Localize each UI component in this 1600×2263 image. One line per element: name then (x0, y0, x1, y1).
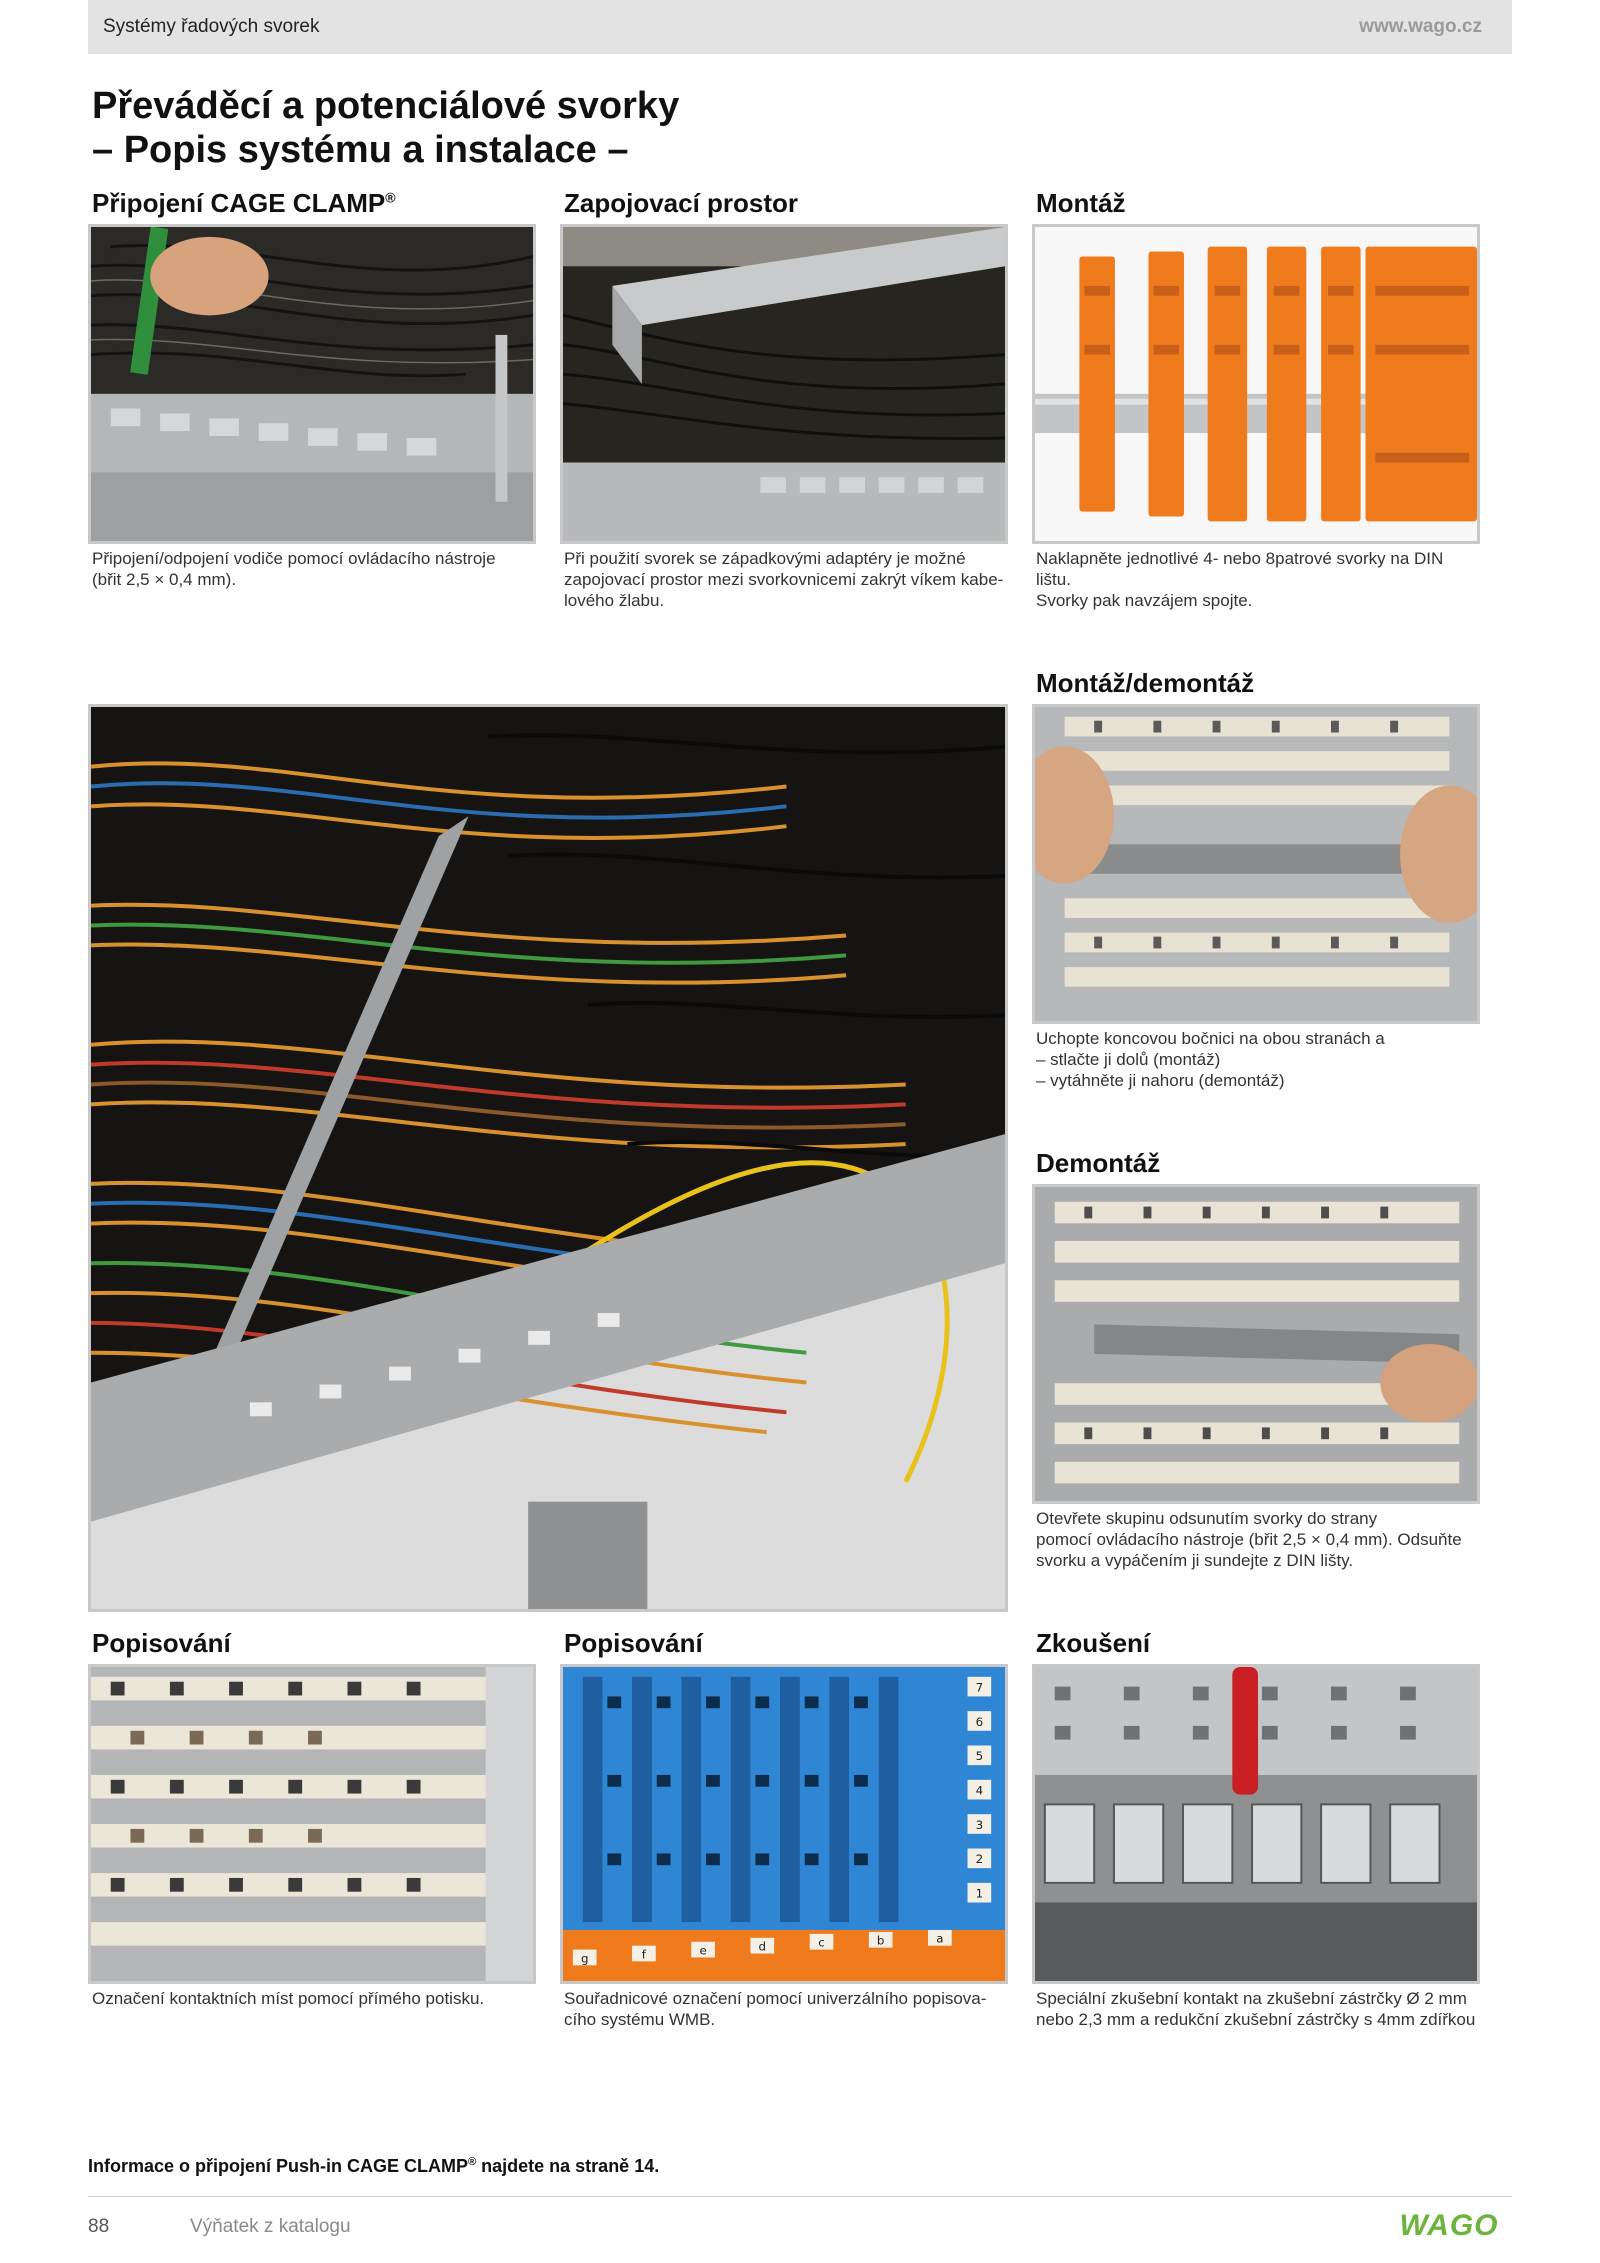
section-title-wiring-space: Zapojovací prostor (564, 188, 799, 218)
label-digit: 3 (975, 1817, 984, 1832)
caption-line: Svorky pak navzájem spojte. (1036, 591, 1253, 610)
header-section-title: Systémy řadových svorek (103, 16, 320, 37)
photo-testing (1032, 1664, 1480, 1984)
caption-line: cího systému WMB. (564, 2010, 716, 2029)
photo-marking-direct (88, 1664, 536, 1984)
page-number: 88 (88, 2216, 110, 2237)
caption-line: lištu. (1036, 570, 1071, 589)
footer-catalog-text: Výňatek z katalogu (190, 2216, 351, 2237)
caption-line: – stlačte ji dolů (montáž) (1036, 1050, 1221, 1069)
registered-mark: ® (385, 189, 396, 206)
label-digit: 6 (975, 1714, 984, 1729)
label-letter: c (818, 1935, 825, 1950)
caption-dismount (1036, 1508, 1486, 1571)
caption-line: Označení kontaktních míst pomocí přímého potisku. (92, 1989, 485, 2008)
page-title-line-2: – Popis systému a instalace – (92, 129, 629, 171)
label-letter: d (758, 1939, 767, 1954)
caption-testing (1036, 1988, 1486, 2030)
label-digit: 5 (975, 1749, 984, 1764)
photo-marking-wmb (560, 1664, 1008, 1984)
label-digit: 7 (975, 1680, 984, 1695)
section-title-cage-clamp: Připojení CAGE CLAMP® (92, 188, 396, 218)
page-title-line-1: Převáděcí a potenciálové svorky (92, 85, 680, 127)
caption-line: Speciální zkušební kontakt na zkušební zástrčky Ø 2 mm (1036, 1989, 1467, 2008)
caption-line: nebo 2,3 mm a redukční zkušební zástrčky s 4mm zdířkou (1036, 2010, 1476, 2029)
caption-line: svorku a vypáčením ji sundejte z DIN lišty. (1036, 1551, 1354, 1570)
caption-marking-wmb (564, 1988, 1014, 2030)
caption-wiring-space (564, 548, 1014, 611)
caption-line: Uchopte koncovou bočnici na obou stranách a (1036, 1029, 1385, 1048)
caption-line: (břit 2,5 × 0,4 mm). (92, 570, 237, 589)
caption-cage-clamp (92, 548, 542, 590)
label-letter: a (936, 1931, 944, 1946)
section-title-dismount: Demontáž (1036, 1148, 1161, 1178)
footnote-push-in-info: Informace o připojení Push-in CAGE CLAMP® najdete na straně 14. (88, 2156, 660, 2176)
footer-divider (88, 2196, 1512, 2197)
caption-mounting (1036, 548, 1486, 611)
caption-line: zapojovací prostor mezi svorkovnicemi zakrýt víkem kabe- (564, 570, 1004, 589)
section-title-mount-dismount: Montáž/demontáž (1036, 668, 1255, 698)
label-letter: f (641, 1947, 646, 1962)
label-digit: 2 (975, 1852, 984, 1867)
wago-logo-text: WAGO (1399, 2209, 1499, 2242)
label-letter: b (876, 1933, 885, 1948)
photo-mount-dismount (1032, 704, 1480, 1024)
header-url-link[interactable]: www.wago.cz (1359, 16, 1482, 37)
photo-cage-clamp (88, 224, 536, 544)
page-title (92, 84, 679, 172)
photo-large-terminal-block-wiring (88, 704, 1008, 1612)
label-letter: g (580, 1951, 589, 1966)
label-digit: 4 (975, 1783, 984, 1798)
caption-line: pomocí ovládacího nástroje (břit 2,5 × 0,4 mm). Odsuňte (1036, 1530, 1462, 1549)
caption-mount-dismount (1036, 1028, 1486, 1091)
caption-line: Při použití svorek se západkovými adaptéry je možné (564, 549, 966, 568)
photo-mounting (1032, 224, 1480, 544)
caption-line: lového žlabu. (564, 591, 665, 610)
label-digit: 1 (975, 1886, 984, 1901)
section-title-marking-wmb: Popisování (564, 1628, 703, 1658)
registered-mark: ® (468, 2156, 477, 2168)
caption-line: Naklapněte jednotlivé 4- nebo 8patrové svorky na DIN (1036, 549, 1444, 568)
caption-line: – vytáhněte ji nahoru (demontáž) (1036, 1071, 1285, 1090)
caption-line: Připojení/odpojení vodiče pomocí ovládacího nástroje (92, 549, 496, 568)
caption-line: Otevřete skupinu odsunutím svorky do strany (1036, 1509, 1378, 1528)
photo-wiring-space (560, 224, 1008, 544)
section-title-mounting: Montáž (1036, 188, 1126, 218)
label-letter: e (699, 1943, 707, 1958)
wago-logo (1395, 2206, 1503, 2244)
photo-dismount (1032, 1184, 1480, 1504)
caption-marking-direct (92, 1988, 542, 2009)
section-title-marking-direct: Popisování (92, 1628, 231, 1658)
section-title-testing: Zkoušení (1036, 1628, 1151, 1658)
caption-line: Souřadnicové označení pomocí univerzálního popisova- (564, 1989, 987, 2008)
